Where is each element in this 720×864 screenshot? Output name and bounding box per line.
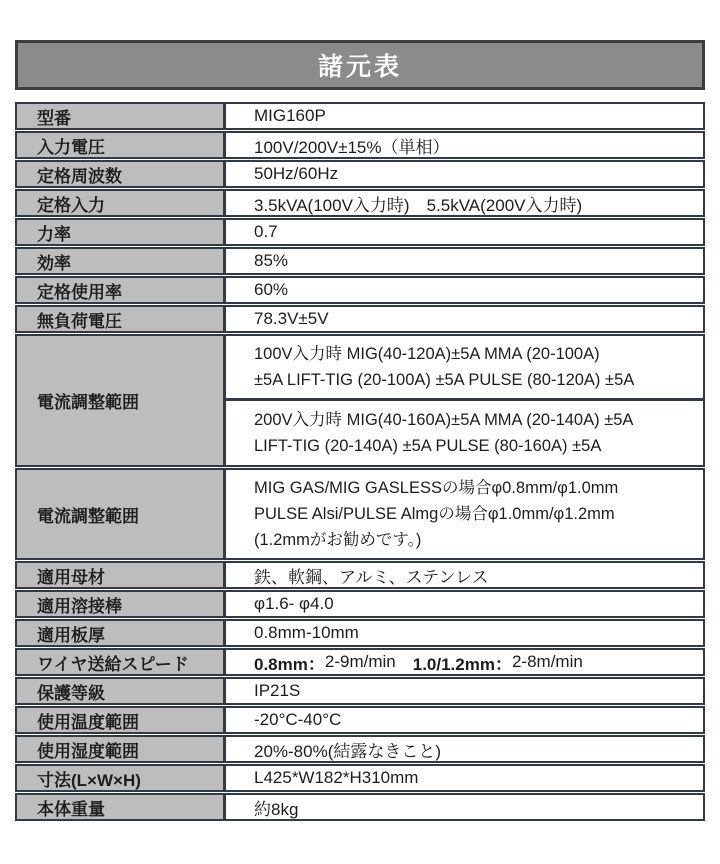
- spec-value: 78.3V±5V: [254, 309, 329, 328]
- spec-label: 電流調整範囲: [17, 470, 226, 558]
- wire-speed-size-1: 0.8mm：: [254, 654, 325, 674]
- spec-label: 使用湿度範囲: [17, 737, 226, 761]
- spec-value: 3.5kVA(100V入力時) 5.5kVA(200V入力時): [254, 195, 583, 215]
- spec-label: 型番: [17, 104, 226, 128]
- spec-label: 適用板厚: [17, 621, 226, 645]
- spec-label: 寸法(L×W×H): [17, 766, 226, 790]
- spec-table: [15, 102, 705, 822]
- spec-value-line: 100V入力時 MIG(40-120A)±5A MMA (20-100A): [254, 345, 600, 363]
- spec-value: [226, 650, 703, 674]
- table-row-wire-diameter: [15, 468, 705, 560]
- spec-label: 電流調整範囲: [17, 336, 226, 465]
- spec-value: [226, 470, 703, 558]
- current-range-100v-cell: [226, 336, 703, 400]
- spec-value-line: ±5A LIFT-TIG (20-100A) ±5A PULSE (80-120A) ±5A: [254, 371, 635, 389]
- table-row-operating-temperature: [15, 706, 705, 734]
- table-row-electrode: [15, 590, 705, 618]
- spec-value: -20°C-40°C: [254, 710, 342, 729]
- spec-label: 力率: [17, 220, 226, 244]
- spec-value-line: PULSE Alsi/PULSE Almgの場合φ1.0mm/φ1.2mm: [254, 505, 615, 523]
- spec-label: 使用温度範囲: [17, 708, 226, 732]
- spec-label: 本体重量: [17, 795, 226, 819]
- spec-label: 無負荷電圧: [17, 307, 226, 331]
- spec-label: 入力電圧: [17, 133, 226, 157]
- table-row-no-load-voltage: [15, 305, 705, 333]
- spec-value-line: LIFT-TIG (20-140A) ±5A PULSE (80-160A) ±5A: [254, 437, 602, 455]
- table-row-protection-class: [15, 677, 705, 705]
- page-title: 諸元表: [15, 40, 705, 90]
- spec-value: L425*W182*H310mm: [254, 768, 419, 787]
- table-row-input-voltage: [15, 131, 705, 159]
- table-row-model: [15, 102, 705, 130]
- table-row-duty-cycle: [15, 276, 705, 304]
- spec-value: 20%-80%(結露なきこと): [254, 741, 442, 761]
- spec-label: 定格入力: [17, 191, 226, 215]
- table-row-plate-thickness: [15, 619, 705, 647]
- spec-value: 50Hz/60Hz: [254, 164, 339, 183]
- spec-label: 定格周波数: [17, 162, 226, 186]
- current-range-200v-cell: [226, 401, 703, 465]
- wire-speed-value-2: 2-8m/min: [511, 652, 583, 671]
- spec-value: 60%: [254, 280, 289, 299]
- spec-value: 0.7: [254, 222, 278, 241]
- wire-speed-size-2: 1.0/1.2mm：: [412, 654, 512, 674]
- spec-label: 効率: [17, 249, 226, 273]
- table-row-weight: [15, 793, 705, 821]
- wire-speed-value-1: 2-9m/min: [324, 652, 396, 671]
- spec-value: 0.8mm-10mm: [254, 623, 359, 642]
- spec-label: 保護等級: [17, 679, 226, 703]
- table-row-dimensions: [15, 764, 705, 792]
- table-row-efficiency: [15, 247, 705, 275]
- table-row-operating-humidity: [15, 735, 705, 763]
- table-row-wire-feed-speed: [15, 648, 705, 676]
- spec-value: MIG160P: [254, 106, 326, 125]
- spec-value-line: MIG GAS/MIG GASLESSの場合φ0.8mm/φ1.0mm: [254, 479, 619, 497]
- spec-value: 100V/200V±15%（単相）: [254, 137, 450, 157]
- table-row-rated-input: [15, 189, 705, 217]
- spec-value: φ1.6- φ4.0: [254, 594, 334, 613]
- spec-label: 適用母材: [17, 563, 226, 587]
- table-row-base-material: [15, 561, 705, 589]
- table-row-power-factor: [15, 218, 705, 246]
- spec-value-line: 200V入力時 MIG(40-160A)±5A MMA (20-140A) ±5A: [254, 411, 634, 429]
- spec-label: 適用溶接棒: [17, 592, 226, 616]
- spec-label: ワイヤ送給スピード: [17, 650, 226, 674]
- table-row-rated-frequency: [15, 160, 705, 188]
- current-range-value-stack: [226, 336, 703, 465]
- spec-label: 定格使用率: [17, 278, 226, 302]
- spec-value: 鉄、軟鋼、アルミ、ステンレス: [254, 567, 489, 587]
- spec-value: 約8kg: [254, 799, 299, 819]
- spec-value: IP21S: [254, 681, 301, 700]
- spec-value-line: (1.2mmがお勧めです。): [254, 531, 422, 549]
- spec-value: 85%: [254, 251, 289, 270]
- table-row-current-range: [15, 334, 705, 467]
